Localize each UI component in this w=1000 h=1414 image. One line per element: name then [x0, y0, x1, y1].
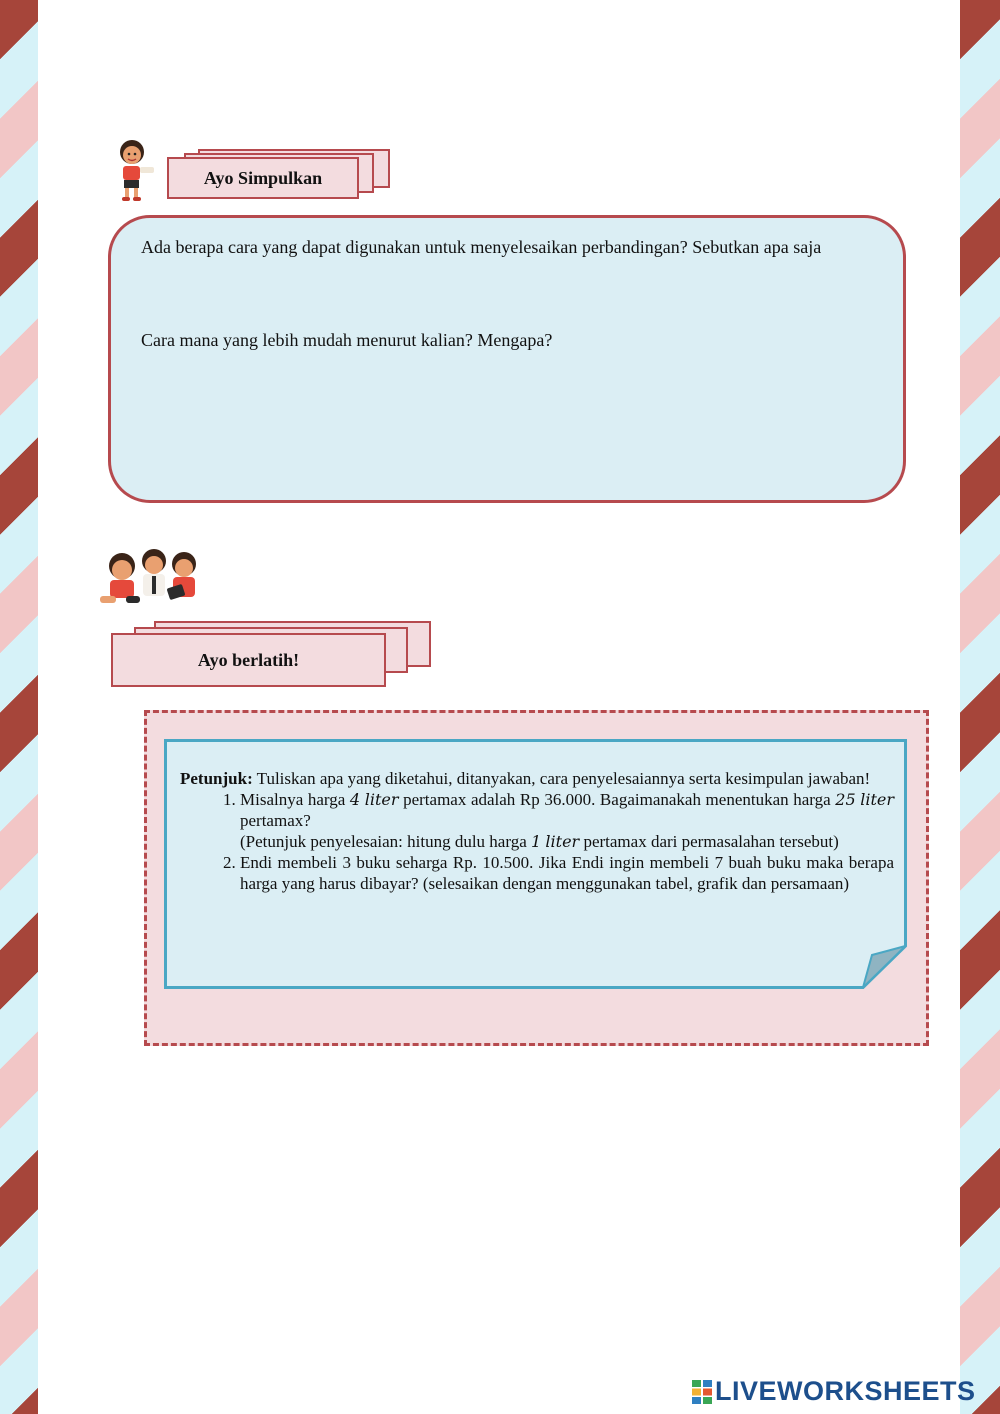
- hint-text-b: pertamax dari permasalahan tersebut): [579, 832, 839, 851]
- section-title-text: Ayo Simpulkan: [203, 167, 323, 188]
- liveworksheets-logo: [692, 1376, 976, 1407]
- brand-text: LIVEWORKSHEETS: [715, 1376, 976, 1406]
- right-stripe-border: [960, 0, 1000, 1414]
- item1-hint: [240, 831, 894, 852]
- liveworksheets-icon: [692, 1380, 712, 1404]
- item1-unit-a: liter: [364, 790, 399, 809]
- item1-unit-b: liter: [860, 790, 895, 809]
- exercise-item-2: 2. Endi membeli 3 buku seharga Rp. 10.500. Jika Endi ingin membeli 7 buah buku maka berapa harga yang harus dibayar? (selesaikan dengan menggunakan tabel, grafik dan persamaan): [240, 852, 894, 894]
- conclusion-box: [108, 215, 906, 503]
- question-2: Cara mana yang lebih mudah menurut kalian? Mengapa?: [141, 330, 553, 350]
- left-stripe-border: [0, 0, 38, 1414]
- item1-text-c: pertamax?: [240, 811, 311, 830]
- hint-unit: liter: [545, 832, 580, 851]
- exercise-item-1: [240, 789, 894, 852]
- section-title-ayo-simpulkan: [167, 157, 359, 199]
- hint-number: 1: [530, 832, 542, 851]
- instruction-text: Tuliskan apa yang diketahui, ditanyakan, cara penyelesaiannya serta kesimpulan jawaban!: [252, 769, 871, 788]
- item1-text-b: pertamax adalah Rp 36.000. Bagaimanakah menentukan harga: [398, 790, 836, 809]
- section-title-ayo-berlatih: [111, 633, 386, 687]
- section-title-text-2: Ayo berlatih!: [197, 649, 300, 670]
- hint-text-a: (Petunjuk penyelesaian: hitung dulu harga: [240, 832, 531, 851]
- children-group-illustration: [92, 546, 208, 616]
- item1-number-b: 25: [835, 790, 856, 809]
- practice-content: [180, 768, 894, 894]
- instruction-label: Petunjuk:: [180, 769, 253, 788]
- instruction: [180, 768, 894, 789]
- question-1: Ada berapa cara yang dapat digunakan untuk menyelesaikan perbandingan? Sebutkan apa saja: [141, 237, 822, 257]
- item1-number-a: 4: [349, 790, 361, 809]
- item1-text-a: Misalnya harga: [240, 790, 350, 809]
- child-illustration: [110, 138, 160, 204]
